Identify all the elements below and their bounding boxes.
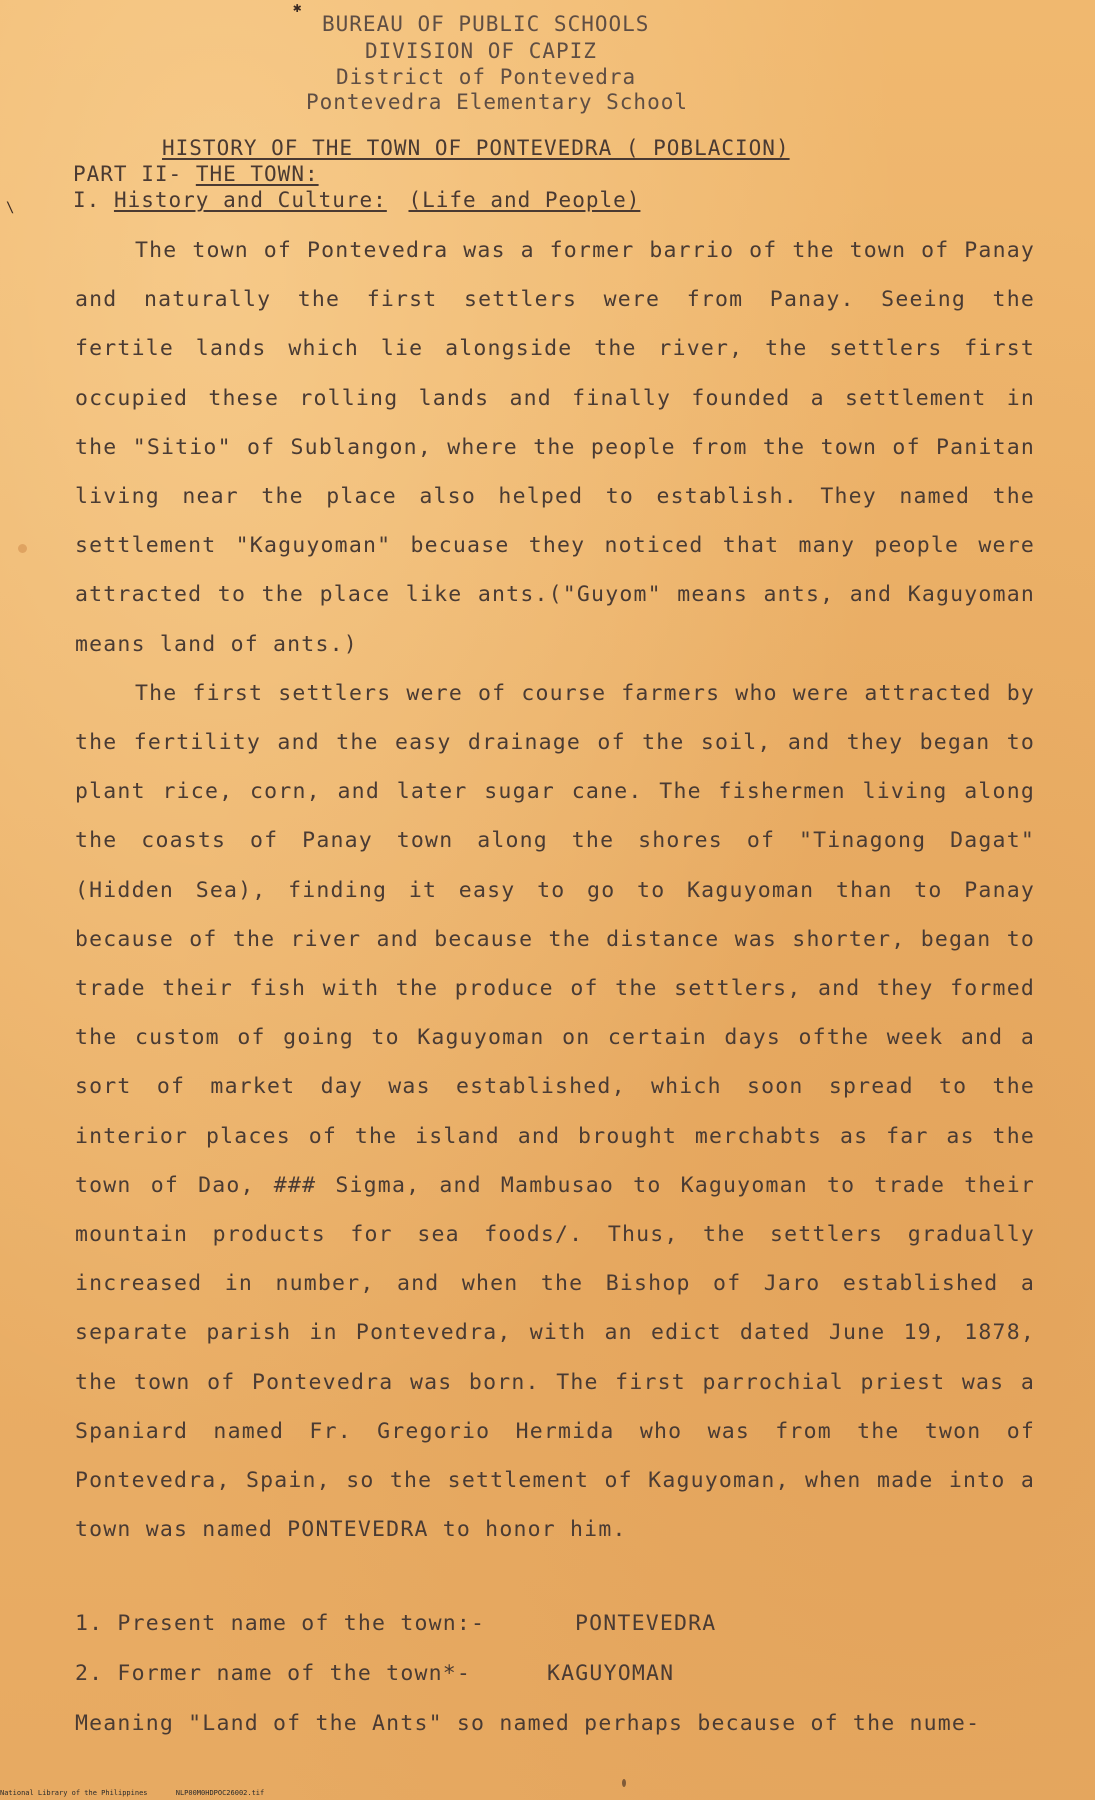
paragraph: The first settlers were of course farmers who were attracted by the fertility and the easy drainage of the soil, and they began to plant rice, corn, and later sugar cane. The fishermen living along the coasts of Panay town along the shores of "Tinagong Dagat" (Hidden Sea), finding it easy to go to Kaguyoman than to Panay because of the river and because the distance was shorter, began to trade their fish with the produce of the settlers, and they formed the custom of going to Kaguyoman on certain days ofthe week and a sort of market day was established, which soon spread to the interior places of the island and brought merchabts as far as the town of Dao, ### Sigma, and Mambusao to Kaguyoman to trade their mountain products for sea foods/. Thus, the settlers gradually increased in number, and when the Bishop of Jaro established a separate parish in Pontevedra, with an edict dated June 19, 1878, the town of Pontevedra was born. The first parrochial priest was a Spaniard named Fr. Gregorio Hermida who was from the twon of Pontevedra, Spain, so the settlement of Kaguyoman, when made into a town was named PONTEVEDRA to honor him. <box>75 680 1035 1543</box>
section-title: History and Culture: <box>113 188 387 212</box>
list-item <box>75 1661 471 1686</box>
pen-mark: ✱ <box>293 0 302 16</box>
scan-footer <box>0 1789 288 1797</box>
document-title: HISTORY OF THE TOWN OF PONTEVEDRA ( POBLACION) <box>162 136 790 160</box>
paper-stain <box>622 1779 626 1787</box>
list-item-label: 1. Present name of the town:- <box>75 1611 486 1636</box>
section-heading <box>73 188 640 212</box>
header-division: DIVISION OF CAPIZ <box>365 39 597 63</box>
header-district: District of Pontevedra <box>336 65 637 89</box>
paper-stain <box>18 544 27 553</box>
list-item-value: KAGUYOMAN <box>547 1661 675 1686</box>
part-prefix: PART II- <box>73 162 183 186</box>
body-text <box>75 226 1035 1554</box>
header-bureau: BUREAU OF PUBLIC SCHOOLS <box>322 12 650 36</box>
list-item <box>75 1611 485 1636</box>
pen-mark: \ <box>6 200 15 216</box>
paragraph: The town of Pontevedra was a former barrio of the town of Panay and naturally the first settlers were from Panay. Seeing the fertile lands which lie alongside the river, the settlers first occupied these rolling lands and finally founded a settlement in the "Sitio" of Sublangon, where the people from the town of Panitan living near the place also helped to establish. They named the settlement "Kaguyoman" becuase they noticed that many people were attracted to the place like ants.("Guyom" means ants, and Kaguyoman means land of ants.) <box>75 238 1035 657</box>
footer-library: National Library of the Philippines <box>0 1789 148 1797</box>
header-school: Pontevedra Elementary School <box>306 90 689 114</box>
last-line: Meaning "Land of the Ants" so named perhaps because of the nume- <box>75 1711 981 1736</box>
part-title: THE TOWN: <box>195 162 319 186</box>
footer-file: NLP00M0HDPOC26002.tif <box>175 1789 265 1797</box>
section-number: I. <box>73 188 101 212</box>
section-subtitle: (Life and People) <box>408 188 641 212</box>
part-heading <box>73 162 319 186</box>
list-item-value: PONTEVEDRA <box>575 1611 717 1636</box>
list-item-label: 2. Former name of the town*- <box>75 1661 472 1686</box>
